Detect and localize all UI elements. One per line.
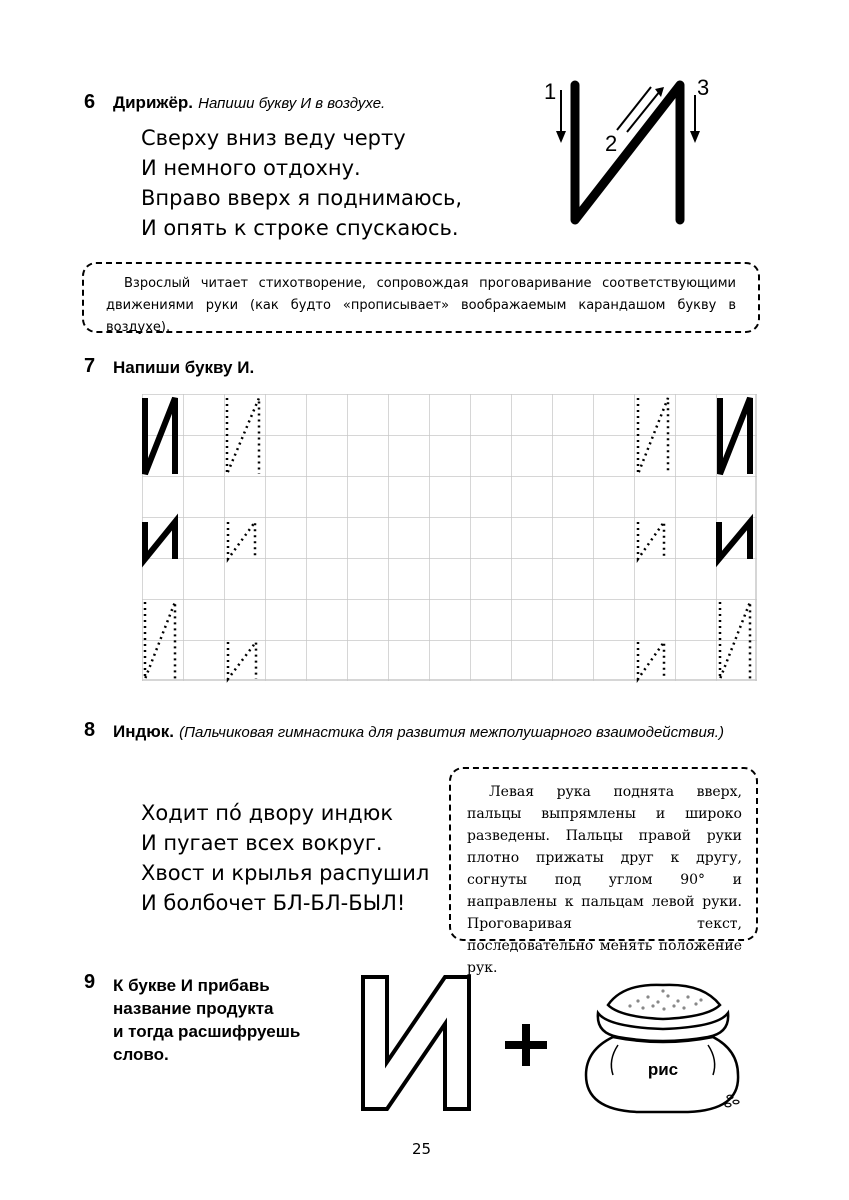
stroke-label-2: 2 — [605, 131, 618, 156]
arrow-1-head — [556, 131, 566, 143]
writing-grid — [142, 394, 757, 684]
poem-line: Ходит пó двору индюк — [141, 801, 393, 825]
plus-sign — [503, 1022, 549, 1068]
poem-line: И пугает всех вокруг. — [141, 831, 383, 855]
task6-instruction: Напиши букву И в воздухе. — [198, 95, 386, 112]
task8-poem — [141, 798, 429, 918]
arrow-3-head — [690, 131, 700, 143]
poem-line: Хвост и крылья распушил — [141, 861, 430, 885]
task9-line: название продукта — [113, 999, 274, 1018]
poem-line: И опять к строке спускаюсь. — [141, 216, 459, 240]
task9-line: и тогда расшифруешь — [113, 1022, 301, 1041]
task9-number: 9 — [84, 971, 96, 993]
stroke-label-1: 1 — [544, 79, 557, 104]
letter-stroke-diagram — [535, 65, 725, 235]
task9-line: слово. — [113, 1045, 169, 1064]
poem-line: И немного отдохну. — [141, 156, 361, 180]
task8-title: Индюк. — [113, 722, 175, 741]
task6-title: Дирижёр — [113, 93, 189, 112]
task8-number: 8 — [84, 719, 96, 741]
task7-number: 7 — [84, 355, 96, 377]
task9-text — [113, 974, 300, 1066]
letter-i-strokes — [575, 85, 680, 220]
task6-heading — [113, 93, 385, 113]
task8-heading — [113, 722, 724, 742]
poem-line: Вправо вверх я поднимаюсь, — [141, 186, 463, 210]
outline-letter-i — [360, 974, 472, 1112]
stroke-label-3: 3 — [697, 75, 710, 100]
task7-title: Напиши букву И. — [113, 358, 255, 377]
task8-subtitle: (Пальчиковая гимнастика для развития межполушарного взаимодействия.) — [179, 724, 724, 741]
rice-bag-icon — [578, 975, 748, 1120]
task8-instruction: Левая рука поднята вверх, пальцы выпрямлены и широко разведены. Пальцы правой руки плотно прижаты друг к другу, согнуты под углом 90° и направлены к пальцам левой руки. Проговаривая текст, последовательно менять положение рук. — [467, 784, 742, 976]
task6-poem — [141, 123, 462, 243]
task8-instruction-box — [449, 767, 758, 976]
task9-line: К букве И прибавь — [113, 976, 270, 995]
task6-note: Взрослый читает стихотворение, сопровождая проговаривание соответствующими движениями руки (как будто «прописывает» воображаемым карандашом букву в воздухе). — [106, 276, 736, 335]
page-number: 25 — [412, 1140, 432, 1158]
poem-line: Сверху вниз веду черту — [141, 126, 406, 150]
poem-line: И болбочет БЛ-БЛ-БЫЛ! — [141, 891, 406, 915]
bag-label: рис — [647, 1060, 679, 1079]
task6-title-dot: . — [188, 93, 194, 112]
task6-note-box — [82, 262, 760, 333]
task6-number: 6 — [84, 91, 96, 113]
